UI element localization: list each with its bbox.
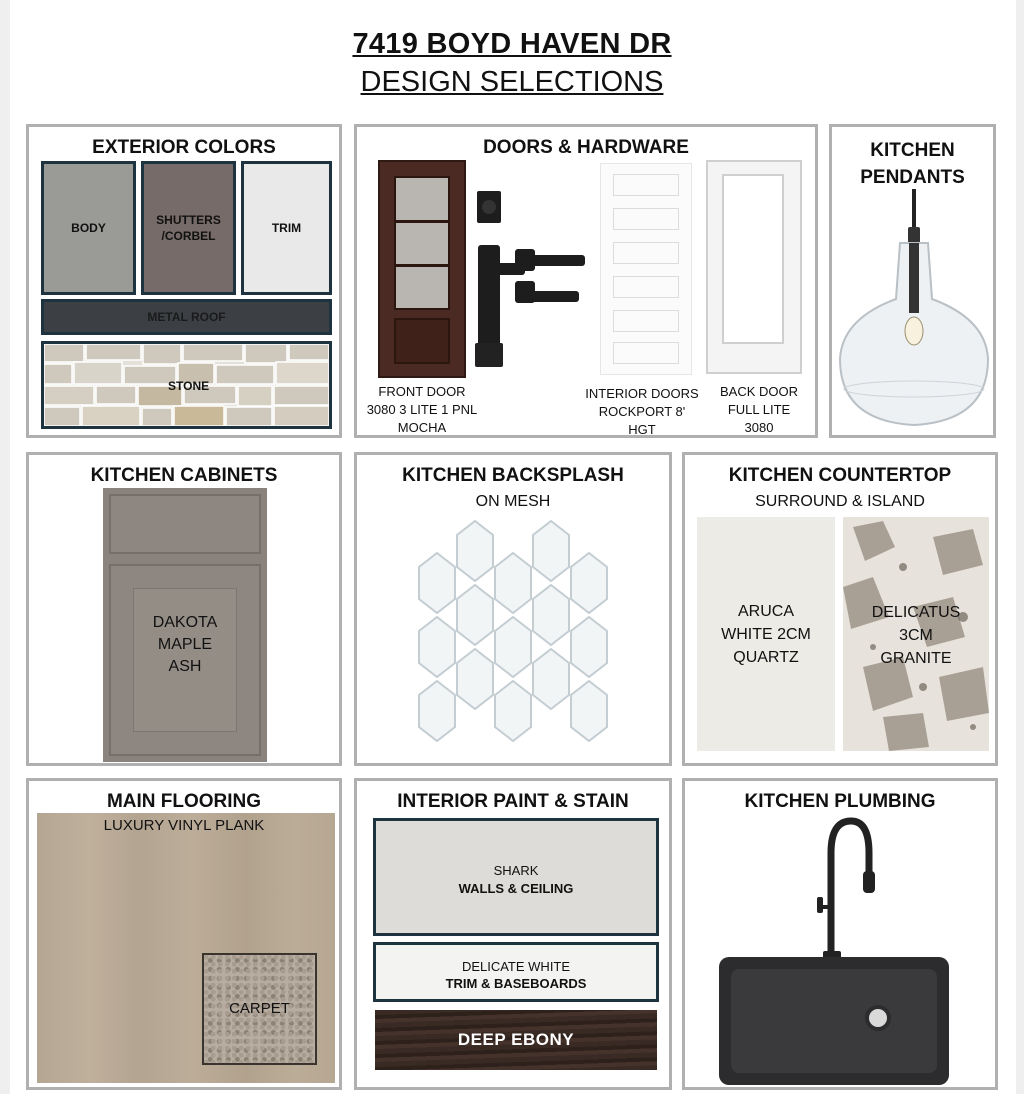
walls-color-name: SHARK bbox=[493, 863, 539, 878]
quartz-sample bbox=[697, 517, 835, 751]
front-door-caption: FRONT DOOR 3080 3 LITE 1 PNL MOCHA bbox=[366, 384, 478, 435]
metal-roof-swatch: METAL ROOF bbox=[41, 299, 332, 335]
kitchen-pendants-heading: KITCHEN PENDANTS bbox=[860, 140, 965, 188]
kitchen-cabinets-panel bbox=[26, 452, 342, 766]
back-door-caption: BACK DOOR FULL LITE 3080 bbox=[719, 384, 798, 435]
shutters-swatch bbox=[141, 161, 236, 295]
kitchen-countertop-panel bbox=[682, 452, 998, 766]
granite-label: DELICATUS 3CM GRANITE bbox=[871, 603, 961, 667]
front-door-image bbox=[378, 160, 466, 378]
shutters-label: SHUTTERS /CORBEL bbox=[156, 213, 221, 243]
stain-label: DEEP EBONY bbox=[457, 1030, 575, 1049]
hexagon-tile-image bbox=[415, 517, 613, 749]
door-hardware-image bbox=[469, 185, 587, 371]
kitchen-countertop-heading: KITCHEN COUNTERTOP bbox=[728, 465, 952, 486]
trim-baseboards-swatch bbox=[373, 942, 659, 1002]
interior-door-image bbox=[600, 163, 692, 375]
sink-image bbox=[719, 957, 949, 1085]
kitchen-backsplash-heading: KITCHEN BACKSPLASH bbox=[402, 465, 624, 486]
cabinet-label: DAKOTA MAPLE ASH bbox=[152, 614, 218, 675]
stone-label: STONE bbox=[168, 379, 210, 393]
quartz-label: ARUCA WHITE 2CM QUARTZ bbox=[721, 602, 811, 666]
main-flooring-subtitle: LUXURY VINYL PLANK bbox=[103, 817, 265, 834]
interior-paint-stain-panel bbox=[354, 778, 672, 1090]
body-swatch: BODY bbox=[41, 161, 136, 295]
interior-doors-caption: INTERIOR DOORS ROCKPORT 8' HGT bbox=[585, 386, 699, 437]
carpet-label: CARPET bbox=[229, 999, 290, 1017]
trim-use-label: TRIM & BASEBOARDS bbox=[445, 976, 587, 991]
kitchen-backsplash-subtitle: ON MESH bbox=[475, 493, 551, 510]
faucet-image bbox=[811, 813, 881, 961]
main-flooring-panel bbox=[26, 778, 342, 1090]
pendant-light-image bbox=[836, 189, 992, 433]
kitchen-cabinets-heading: KITCHEN CABINETS bbox=[90, 465, 278, 486]
doors-hardware-panel bbox=[354, 124, 818, 438]
trim-color-name: DELICATE WHITE bbox=[461, 959, 571, 974]
kitchen-plumbing-panel bbox=[682, 778, 998, 1090]
stone-swatch bbox=[41, 341, 332, 429]
walls-use-label: WALLS & CEILING bbox=[458, 881, 574, 896]
back-door-image bbox=[706, 160, 802, 374]
walls-ceiling-swatch bbox=[373, 818, 659, 936]
left-edge bbox=[0, 0, 10, 1094]
kitchen-plumbing-heading: KITCHEN PLUMBING bbox=[744, 791, 936, 812]
interior-paint-stain-heading: INTERIOR PAINT & STAIN bbox=[397, 791, 629, 812]
deep-ebony-stain-swatch bbox=[375, 1010, 657, 1070]
trim-swatch: TRIM bbox=[241, 161, 332, 295]
kitchen-pendants-panel bbox=[829, 124, 996, 438]
exterior-colors-panel bbox=[26, 124, 342, 438]
kitchen-countertop-subtitle: SURROUND & ISLAND bbox=[755, 493, 925, 510]
right-edge bbox=[1016, 0, 1024, 1094]
main-flooring-heading: MAIN FLOORING bbox=[106, 791, 262, 812]
granite-sample bbox=[843, 517, 989, 751]
exterior-colors-heading: EXTERIOR COLORS bbox=[92, 137, 276, 158]
page-title: 7419 BOYD HAVEN DR bbox=[352, 28, 672, 60]
page-subtitle: DESIGN SELECTIONS bbox=[360, 66, 664, 98]
doors-hardware-heading: DOORS & HARDWARE bbox=[483, 137, 689, 158]
kitchen-backsplash-panel bbox=[354, 452, 672, 766]
carpet-swatch bbox=[202, 953, 317, 1065]
